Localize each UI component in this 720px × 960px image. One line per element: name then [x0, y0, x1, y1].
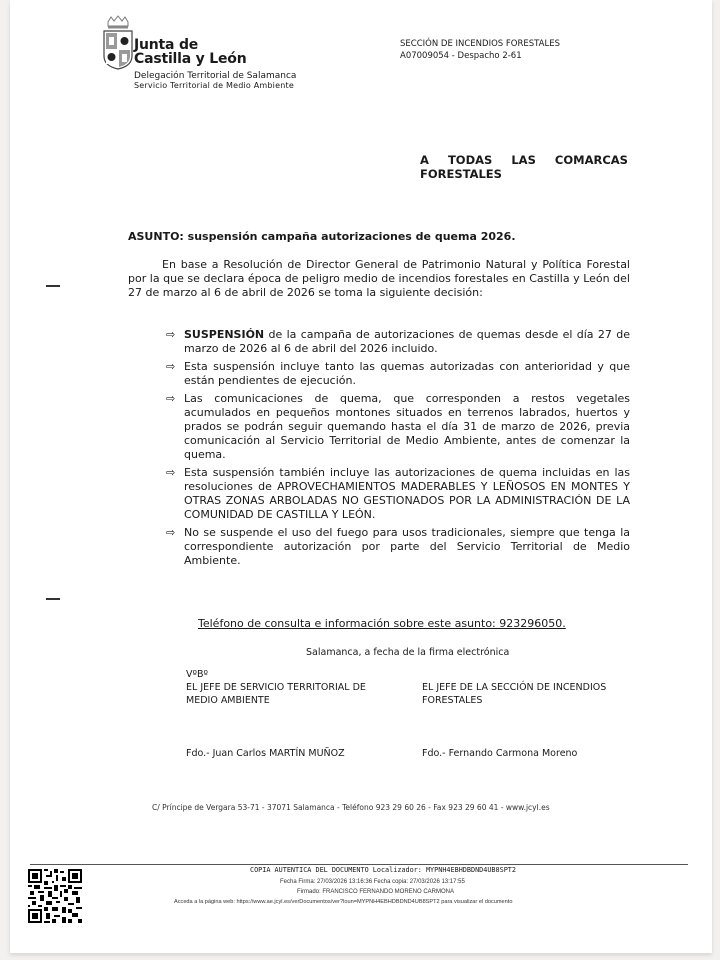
- qr-code-icon: [28, 869, 82, 923]
- recipient-word: A: [420, 153, 429, 167]
- right-signatory-title: EL JEFE DE LA SECCIÓN DE INCENDIOS FORESTALES: [422, 682, 607, 706]
- recipient-line2: FORESTALES: [420, 167, 502, 181]
- brand-name-line1: Junta de: [134, 37, 199, 53]
- servicio-label: Servicio Territorial de Medio Ambiente: [134, 81, 294, 90]
- delegacion-label: Delegación Territorial de Salamanca: [134, 71, 297, 81]
- signed-by: Firmado: FRANCISCO FERNANDO MORENO CARMONA: [297, 889, 455, 895]
- signature-dates: Fecha Firma: 27/03/2026 13:16:36 Fecha copia: 27/03/2026 13:17:55: [280, 879, 465, 885]
- list-item: [166, 526, 630, 568]
- recipient-block: [420, 153, 628, 181]
- footer-divider: [30, 864, 688, 865]
- recipient-word: LAS: [511, 153, 536, 167]
- right-signatory-name: Fdo.- Fernando Carmona Moreno: [422, 748, 578, 759]
- intro-text: En base a Resolución de Director General de Patrimonio Natural y Política Forestal por la que se declara época de peligro medio de incendios forestales en Castilla y León del 27 de marzo al 6 de abril de 2026 se toma la siguiente decisión:: [128, 258, 630, 299]
- footer-address: C/ Príncipe de Vergara 53-71 - 37071 Salamanca - Teléfono 923 29 60 26 - Fax 923 29 60 41 - www.jcyl.es: [152, 803, 550, 812]
- recipient-word: COMARCAS: [554, 153, 628, 167]
- list-item: [166, 328, 630, 356]
- punch-mark: [46, 598, 60, 600]
- recipient-word: TODAS: [447, 153, 493, 167]
- place-date: Salamanca, a fecha de la firma electrónica: [306, 647, 510, 658]
- arrow-right-icon: ⇨: [166, 466, 176, 479]
- list-item: [166, 392, 630, 462]
- list-item: [166, 360, 630, 388]
- bullet-bold: SUSPENSIÓN: [184, 328, 265, 341]
- verification-url[interactable]: Acceda a la página web: https://www.ae.jcyl.es/verDocumentos/ver?loun=MYPNH4EBHDBDND4UB8SPT2 para visualizar el documento: [174, 899, 513, 905]
- bullet-text: de la campaña de autorizaciones de quemas desde el día 27 de marzo de 2026 al 6 de abril del 2026 incluido.: [184, 328, 630, 355]
- decision-list: [166, 328, 630, 572]
- phone-info: Teléfono de consulta e información sobre este asunto: 923296050.: [198, 617, 566, 630]
- visto-bueno: VºBº: [186, 669, 208, 680]
- seccion-label: SECCIÓN DE INCENDIOS FORESTALES: [400, 39, 560, 49]
- bullet-text: Esta suspensión también incluye las autorizaciones de quema incluidas en las resoluciones de APROVECHAMIENTOS MADERABLES Y LEÑOSOS EN MONTES Y OTRAS ZONAS ARBOLADAS NO GESTIONADOS POR LA ADMINISTRACIÓN DE LA COMUNIDAD DE CASTILLA Y LEÓN.: [184, 466, 630, 521]
- arrow-right-icon: ⇨: [166, 526, 176, 539]
- arrow-right-icon: ⇨: [166, 392, 176, 405]
- copy-locator: COPIA AUTENTICA DEL DOCUMENTO Localizador: MYPNH4EBHDBDND4UB8SPT2: [250, 866, 516, 874]
- bullet-text: Las comunicaciones de quema, que corresponden a restos vegetales acumulados en pequeños montones situados en terrenos labrados, huertos y prados se podrán seguir quemando hasta el día 31 de marzo de 2026, previa comunicación al Servicio Territorial de Medio Ambiente, antes de comenzar la quema.: [184, 392, 630, 461]
- intro-paragraph: [128, 258, 630, 300]
- bullet-text: No se suspende el uso del fuego para usos tradicionales, siempre que tenga la correspondiente autorización por parte del Servicio Territorial de Medio Ambiente.: [184, 526, 630, 567]
- list-item: [166, 466, 630, 522]
- arrow-right-icon: ⇨: [166, 360, 176, 373]
- subject-line: ASUNTO: suspensión campaña autorizaciones de quema 2026.: [128, 230, 516, 243]
- arrow-right-icon: ⇨: [166, 328, 176, 341]
- left-signatory-title: EL JEFE DE SERVICIO TERRITORIAL DE MEDIO AMBIENTE: [186, 682, 366, 706]
- left-signatory-name: Fdo.- Juan Carlos MARTÍN MUÑOZ: [186, 748, 345, 759]
- despacho-label: A07009054 - Despacho 2-61: [400, 51, 522, 61]
- brand-name-line2: Castilla y León: [134, 51, 247, 67]
- coat-of-arms-icon: [98, 14, 138, 72]
- punch-mark: [46, 285, 60, 287]
- bullet-text: Esta suspensión incluye tanto las quemas autorizadas con anterioridad y que están pendientes de ejecución.: [184, 360, 630, 387]
